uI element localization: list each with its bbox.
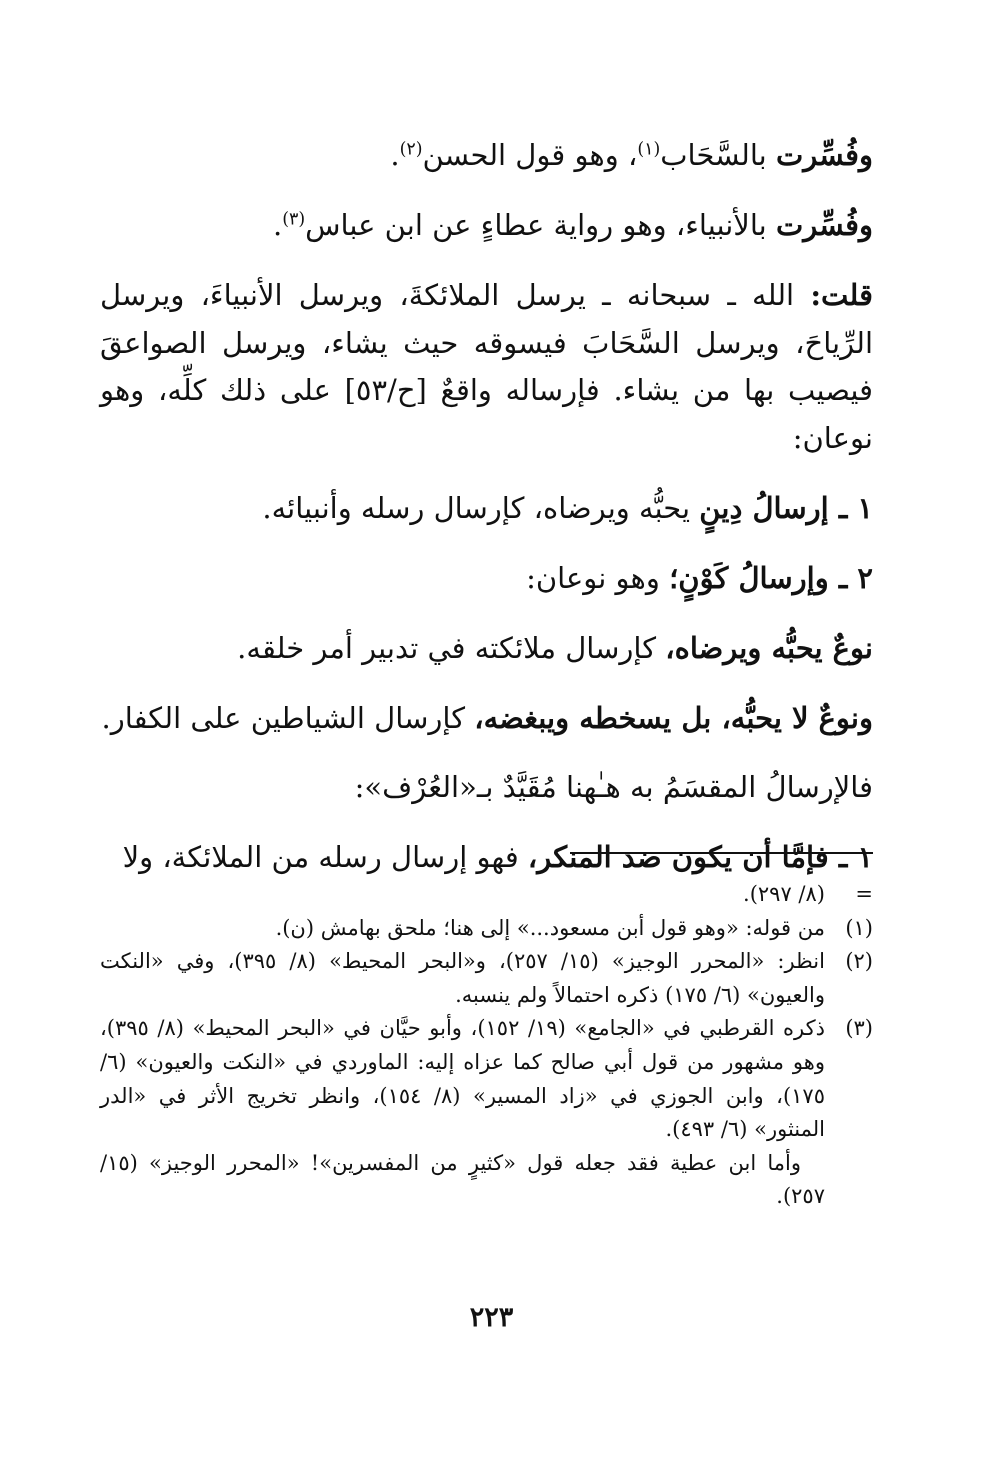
footnote-item [100, 945, 873, 1012]
body-text: فالإرسالُ المقسَمُ به هـٰهنا مُقَيَّدٌ بـ«العُرْف»: [354, 770, 873, 805]
footnote-ref[interactable]: (٣) [282, 209, 306, 230]
footnote-text: وأما ابن عطية فقد جعله قول «كثيرٍ من المفسرين»! «المحرر الوجيز» (١٥/ ٢٥٧). [100, 1150, 825, 1209]
paragraph-1 [100, 132, 873, 180]
footnote-number: = [855, 882, 873, 906]
footnote-text: (٨/ ٢٩٧). [743, 882, 825, 906]
footnote-item [100, 878, 873, 912]
footnote-item [100, 1147, 873, 1214]
footnote-item [100, 912, 873, 946]
body-text: يحبُّه ويرضاه، كإرسال رسله وأنبيائه. [262, 491, 700, 526]
body-text: بالأنبياء، وهو رواية عطاءٍ عن ابن عباس [305, 207, 776, 242]
footnote-ref[interactable]: (١) [637, 139, 661, 160]
bold-lead: قلت: [810, 277, 873, 312]
paragraph-7 [100, 695, 873, 743]
main-text [100, 110, 873, 882]
footnote-item [100, 1012, 873, 1146]
bold-lead: وفُسِّرت [775, 207, 873, 242]
footnote-number: (٢) [845, 949, 873, 974]
body-text: ، وهو قول الحسن [422, 138, 638, 172]
paragraph-9 [100, 834, 873, 882]
footnote-text: ذكره القرطبي في «الجامع» (١٩/ ١٥٢)، وأبو حيَّان في «البحر المحيط» (٨/ ٣٩٥)، وهو مشهور من قول أبي صالح كما عزاه إليه: الماوردي في «النكت والعيون» (٦/ ١٧٥)، وابن الجوزي في «زاد المسير» (٨/ ١٥٤)، وانظر تخريج الأثر في «الدر المنثور» (٦/ ٤٩٣). [100, 1016, 825, 1142]
paragraph-2 [100, 202, 873, 250]
bold-lead: ٢ ـ وإرسالُ كَوْنٍ؛ [669, 560, 873, 595]
footnotes [100, 878, 873, 1214]
page-number: ٢٢٣ [469, 1302, 514, 1333]
body-text: بالسَّحَاب [660, 138, 776, 172]
footnote-separator [570, 852, 873, 854]
footnote-number: (٣) [845, 1016, 873, 1041]
paragraph-4 [100, 485, 873, 533]
body-text: . [390, 138, 400, 172]
footnote-text: انظر: «المحرر الوجيز» (١٥/ ٢٥٧)، و«البحر المحيط» (٨/ ٣٩٥)، وفي «النكت والعيون» (٦/ ١٧٥) ذكره احتمالاً ولم ينسبه. [100, 949, 825, 1007]
paragraph-5 [100, 555, 873, 603]
body-text: الله ـ سبحانه ـ يرسل الملائكةَ، ويرسل الأنبياءَ، ويرسل الرِّياحَ، ويرسل السَّحَابَ فيسوقه حيث يشاء، ويرسل الصواعقَ فيصيب بها من يشاء. فإرساله واقعٌ [ح/٥٣] على ذلك كلِّه، وهو نوعان: [100, 277, 874, 456]
bold-lead: ١ ـ فإمَّا أن يكون ضد المنكر، [527, 840, 873, 875]
body-text: . [273, 207, 283, 242]
paragraph-6 [100, 625, 873, 673]
body-text: وهو نوعان: [526, 560, 670, 595]
body-text: كإرسال ملائكته في تدبير أمر خلقه. [237, 630, 666, 665]
footnote-text: من قوله: «وهو قول أبن مسعود...» إلى هنا؛ ملحق بهامش (ن). [275, 915, 825, 940]
footnote-ref[interactable]: (٢) [399, 139, 423, 160]
paragraph-3 [100, 272, 873, 463]
paragraph-8 [100, 764, 873, 812]
bold-lead: وفُسِّرت [775, 138, 873, 172]
footnote-number: (١) [845, 915, 873, 940]
body-text: فهو إرسال رسله من الملائكة، ولا [122, 840, 528, 875]
bold-lead: ١ ـ إرسالُ دِينٍ [699, 491, 873, 526]
bold-lead: ونوعٌ لا يحبُّه، بل يسخطه ويبغضه، [474, 700, 873, 735]
bold-lead: نوعٌ يحبُّه ويرضاه، [665, 630, 873, 665]
body-text: كإرسال الشياطين على الكفار. [101, 700, 475, 735]
